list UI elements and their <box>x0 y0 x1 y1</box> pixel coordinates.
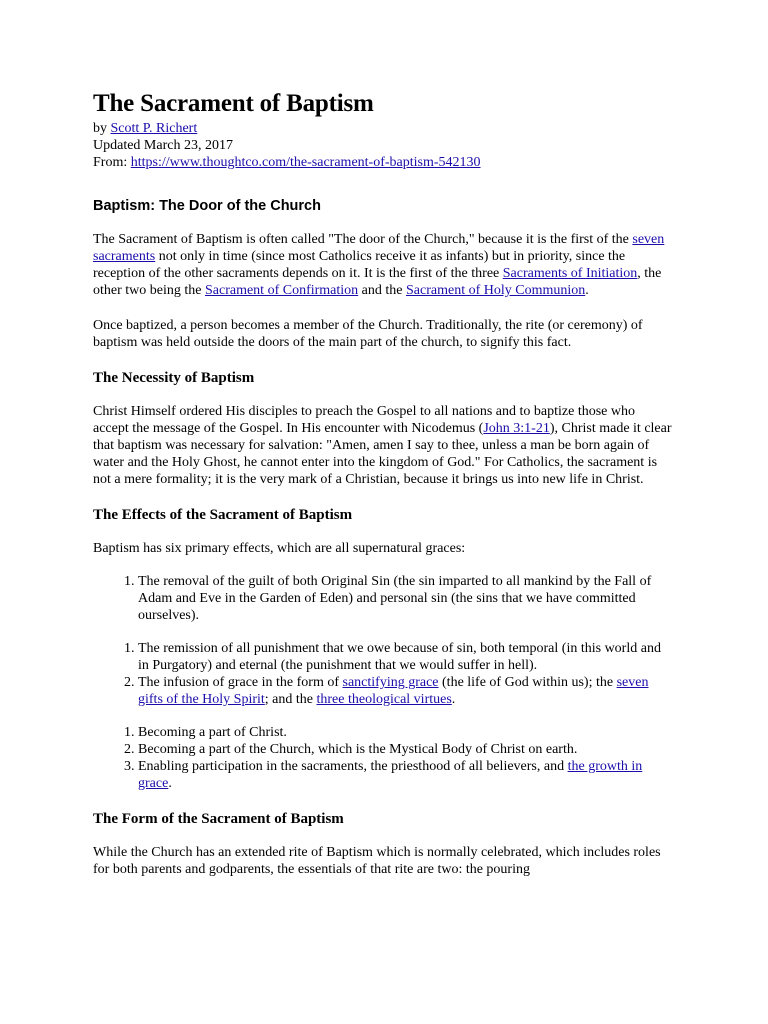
effects-list-1 <box>93 573 673 624</box>
paragraph-door-2: Once baptized, a person becomes a member of the Church. Traditionally, the rite (or ceremony) of baptism was held outside the doors of the main part of the church, to signify this fact. <box>93 318 643 350</box>
text-run: ; and the <box>264 692 317 707</box>
paragraph-effects-intro: Baptism has six primary effects, which are all supernatural graces: <box>93 541 466 556</box>
link-three-theological-virtues[interactable]: three theological virtues <box>316 692 452 707</box>
section-heading-necessity: The Necessity of Baptism <box>93 370 255 386</box>
updated-date: Updated March 23, 2017 <box>93 138 233 153</box>
list-item: 1. The remission of all punishment that we owe because of sin, both temporal (in this world and in Purgatory) and eternal (the punishment that we would suffer in hell). <box>138 640 673 674</box>
text-run: (the life of God within us); the <box>438 675 617 690</box>
link-sacrament-of-confirmation[interactable]: Sacrament of Confirmation <box>204 283 359 298</box>
link-sanctifying-grace[interactable]: sanctifying grace <box>342 675 439 690</box>
list-item <box>138 674 673 708</box>
text-run: and the <box>358 283 406 298</box>
source-url-link[interactable]: https://www.thoughtco.com/the-sacrament-of-baptism-542130 <box>130 155 481 170</box>
list-item <box>138 758 673 792</box>
byline-prefix: by <box>93 121 111 136</box>
text-run: The Sacrament of Baptism is often called "The door of the Church," because it is the first of the <box>93 232 633 247</box>
source-prefix: From: <box>93 155 131 170</box>
section-heading-form: The Form of the Sacrament of Baptism <box>93 811 344 827</box>
text-run: The infusion of grace in the form of <box>138 675 343 690</box>
effects-list-3 <box>93 724 673 792</box>
article-title: The Sacrament of Baptism <box>93 90 374 117</box>
source-line <box>93 154 673 171</box>
byline <box>93 120 673 137</box>
document-page <box>93 88 673 878</box>
list-item: 2. Becoming a part of the Church, which is the Mystical Body of Christ on earth. <box>138 741 673 758</box>
section-heading-effects: The Effects of the Sacrament of Baptism <box>93 507 353 523</box>
paragraph-necessity <box>93 403 673 488</box>
link-sacraments-of-initiation[interactable]: Sacraments of Initiation <box>502 266 638 281</box>
text-run: Enabling participation in the sacraments, the priesthood of all believers, and <box>138 759 568 774</box>
text-run: . <box>168 776 172 791</box>
list-item: 1. Becoming a part of Christ. <box>138 724 673 741</box>
text-run: , the other two being the <box>93 266 662 298</box>
link-john-3[interactable]: John 3:1-21 <box>483 421 550 436</box>
text-run: Christ Himself ordered His disciples to preach the Gospel to all nations and to baptize those who accept the message of the Gospel. In His encounter with Nicodemus ( <box>93 404 635 436</box>
author-link[interactable]: Scott P. Richert <box>110 121 198 136</box>
text-run: not only in time (since most Catholics receive it as infants) but in priority, since the reception of the other sacraments depends on it. It is the first of the three <box>93 249 626 281</box>
list-item: 1. The removal of the guilt of both Original Sin (the sin imparted to all mankind by the Fall of Adam and Eve in the Garden of Eden) and personal sin (the sins that we have committed ourselves). <box>138 573 673 624</box>
section-heading-door: Baptism: The Door of the Church <box>93 198 321 214</box>
link-seven-gifts-holy-spirit[interactable]: seven gifts of the Holy Spirit <box>138 675 649 707</box>
link-growth-in-grace[interactable]: the growth in grace <box>138 759 643 791</box>
effects-list-2 <box>93 640 673 708</box>
text-run: ), Christ made it clear that baptism was necessary for salvation: "Amen, amen I say to thee, unless a man be born again of water and the Holy Ghost, he cannot enter into the kingdom of God." For Catholics, the sacrament is not a mere formality; it is the very mark of a Christian, because it brings us into new life in Christ. <box>93 421 672 487</box>
link-sacrament-of-holy-communion[interactable]: Sacrament of Holy Communion <box>406 283 586 298</box>
link-seven-sacraments[interactable]: seven sacraments <box>93 232 665 264</box>
paragraph-door-1 <box>93 231 673 299</box>
text-run: . <box>585 283 589 298</box>
paragraph-form: While the Church has an extended rite of Baptism which is normally celebrated, which includes roles for both parents and godparents, the essentials of that rite are two: the pouring <box>93 845 661 877</box>
text-run: . <box>451 692 456 707</box>
